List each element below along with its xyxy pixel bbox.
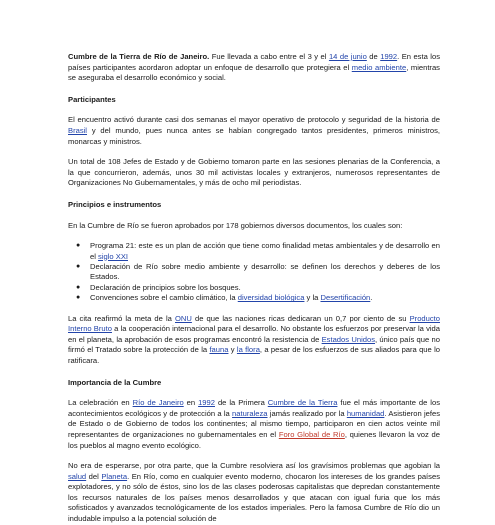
text-run: del — [86, 471, 102, 481]
bullet-icon: ● — [76, 294, 81, 302]
text-run: Declaración de principios sobre los bosques. — [90, 282, 241, 292]
link-brasil[interactable]: Brasil — [68, 125, 87, 135]
link-foro-global-de-rio[interactable]: Foro Global de Río — [278, 429, 345, 439]
link-desertificacion[interactable]: Desertificación — [320, 293, 371, 303]
text-run: Fue llevada a cabo entre el 3 y el — [209, 52, 329, 61]
link-rio-de-janeiro[interactable]: Río de Janeiro — [132, 398, 184, 408]
text-run: La celebración en — [68, 398, 133, 408]
text-run: y la — [304, 293, 321, 303]
text-run: . En Río, como en cualquier evento moderno, chocaron los intereses de los grandes países explotadores, y no sólo de éstos, sino los de las clases poderosas capitalistas que depredan constantemente los recursos naturales de los países menos desarrollados y que atacan con igual furia que los más sofisticados y avanzados tecnológicamente de los estados imperiales. Pero la famosa Cumbre de Río dio un indudable impulso a la potencial solución de — [68, 471, 440, 524]
text-run: , mientras se aseguraba el desarrollo económico y social. — [68, 62, 440, 83]
link-date[interactable]: 14 de junio — [328, 52, 367, 61]
text-run: , quienes llevaron la voz de los pueblos al magno evento ecológico. — [68, 429, 440, 450]
text-run: Convenciones sobre el cambio climático, la — [90, 293, 238, 303]
text-run: Programa 21: este es un plan de acción que tiene como finalidad metas ambientales y de desarrollo en el — [90, 241, 440, 261]
link-cumbre-de-la-tierra[interactable]: Cumbre de la Tierra — [267, 398, 338, 408]
text-run: de la Primera — [214, 398, 268, 408]
text-run: . — [370, 293, 373, 303]
heading-importancia: Importancia de la Cumbre — [68, 377, 162, 387]
heading-participantes: Participantes — [68, 94, 116, 104]
principios-paragraph-1: En la Cumbre de Río se fueron aprobados por 178 gobiernos diversos documentos, los cuales son: — [68, 220, 403, 230]
text-run: en — [183, 398, 199, 408]
text-run: fue el más importante de los acontecimientos ecológicos y de protección a la — [68, 398, 441, 418]
text-run: . Asistieron jefes de Estado o de Gobierno de todos los continentes; al mismo tiempo, participaron en cien actos veinte mil representantes de organizaciones no gubernamentales en el — [68, 408, 440, 439]
link-1992[interactable]: 1992 — [198, 398, 215, 408]
text-run: Declaración de Río sobre medio ambiente y desarrollo: se definen los derechos y deberes de los Estados. — [90, 261, 440, 282]
text-run: jamás realizado por la — [267, 408, 347, 418]
list-item — [76, 282, 440, 293]
text-run: a la cooperación internacional para el desarrollo. No obstante los esfuerzos por preservar la vida en el planeta, la aprobación de esos programas encontró la resistencia de — [68, 324, 440, 344]
importancia-paragraph-2 — [68, 461, 440, 525]
text-run: de que las naciones ricas dedicaran un 0,7 por ciento de su — [191, 313, 410, 323]
link-year[interactable]: 1992 — [380, 52, 398, 61]
importancia-paragraph-1 — [68, 398, 440, 451]
link-medio-ambiente[interactable]: medio ambiente — [351, 62, 407, 72]
text-run: No era de esperarse, por otra parte, que la Cumbre resolviera así los gravísimos problemas que agobian la — [68, 461, 440, 471]
heading-principios: Principios e instrumentos — [68, 199, 162, 209]
text-run: La cita reafirmó la meta de la — [68, 313, 176, 323]
link-diversidad-biologica[interactable]: diversidad biológica — [237, 293, 305, 303]
intro-paragraph — [68, 52, 440, 84]
link-salud[interactable]: salud — [68, 471, 87, 481]
participantes-paragraph-2: Un total de 108 Jefes de Estado y de Gobierno tomaron parte en las sesiones plenarias de la Conferencia, a la que concurrieron, además, unos 30 mil activistas locales y extranjeros, numerosos representantes de Organizaciones No Gubernamentales, y más de ocho mil periodistas. — [68, 157, 440, 188]
text-run: , a pesar de los esfuerzos de sus aliados para que lo ratificara. — [68, 345, 440, 365]
link-planeta[interactable]: Planeta — [101, 471, 128, 481]
link-naturaleza[interactable]: naturaleza — [232, 408, 268, 418]
link-onu[interactable]: ONU — [175, 313, 192, 323]
text-run: y del mundo, pues nunca antes se habían congregado tantos presidentes, primeros ministros, monarcas y ministros. — [68, 125, 440, 146]
list-item — [76, 241, 440, 262]
link-siglo-xxi[interactable]: siglo XXI — [98, 251, 128, 261]
link-flora[interactable]: la flora — [236, 345, 260, 355]
text-run: de — [366, 52, 381, 61]
principios-paragraph-2 — [68, 314, 440, 367]
documents-list — [68, 241, 440, 303]
text-run: . En esta los países participantes acordaron adoptar un enfoque de desarrollo que protegiera el — [68, 52, 440, 72]
link-humanidad[interactable]: humanidad — [346, 408, 385, 418]
link-estados-unidos[interactable]: Estados Unidos — [321, 334, 375, 344]
link-fauna[interactable]: fauna — [209, 345, 229, 355]
bullet-icon: ● — [76, 262, 81, 270]
link-producto-interno-bruto[interactable]: Producto Interno Bruto — [68, 313, 440, 334]
text-run: , único país que no firmó el Tratado sobre la protección de la — [68, 334, 440, 355]
text-run: y — [228, 345, 237, 355]
intro-bold-lead: Cumbre de la Tierra de Río de Janeiro. — [68, 52, 210, 61]
bullet-icon: ● — [76, 283, 81, 291]
text-run: El encuentro activó durante casi dos semanas el mayor operativo de protocolo y seguridad de la historia de — [68, 115, 440, 125]
participantes-paragraph-1 — [68, 115, 440, 147]
list-item — [76, 293, 440, 303]
list-item — [76, 261, 440, 283]
bullet-icon: ● — [76, 242, 81, 250]
